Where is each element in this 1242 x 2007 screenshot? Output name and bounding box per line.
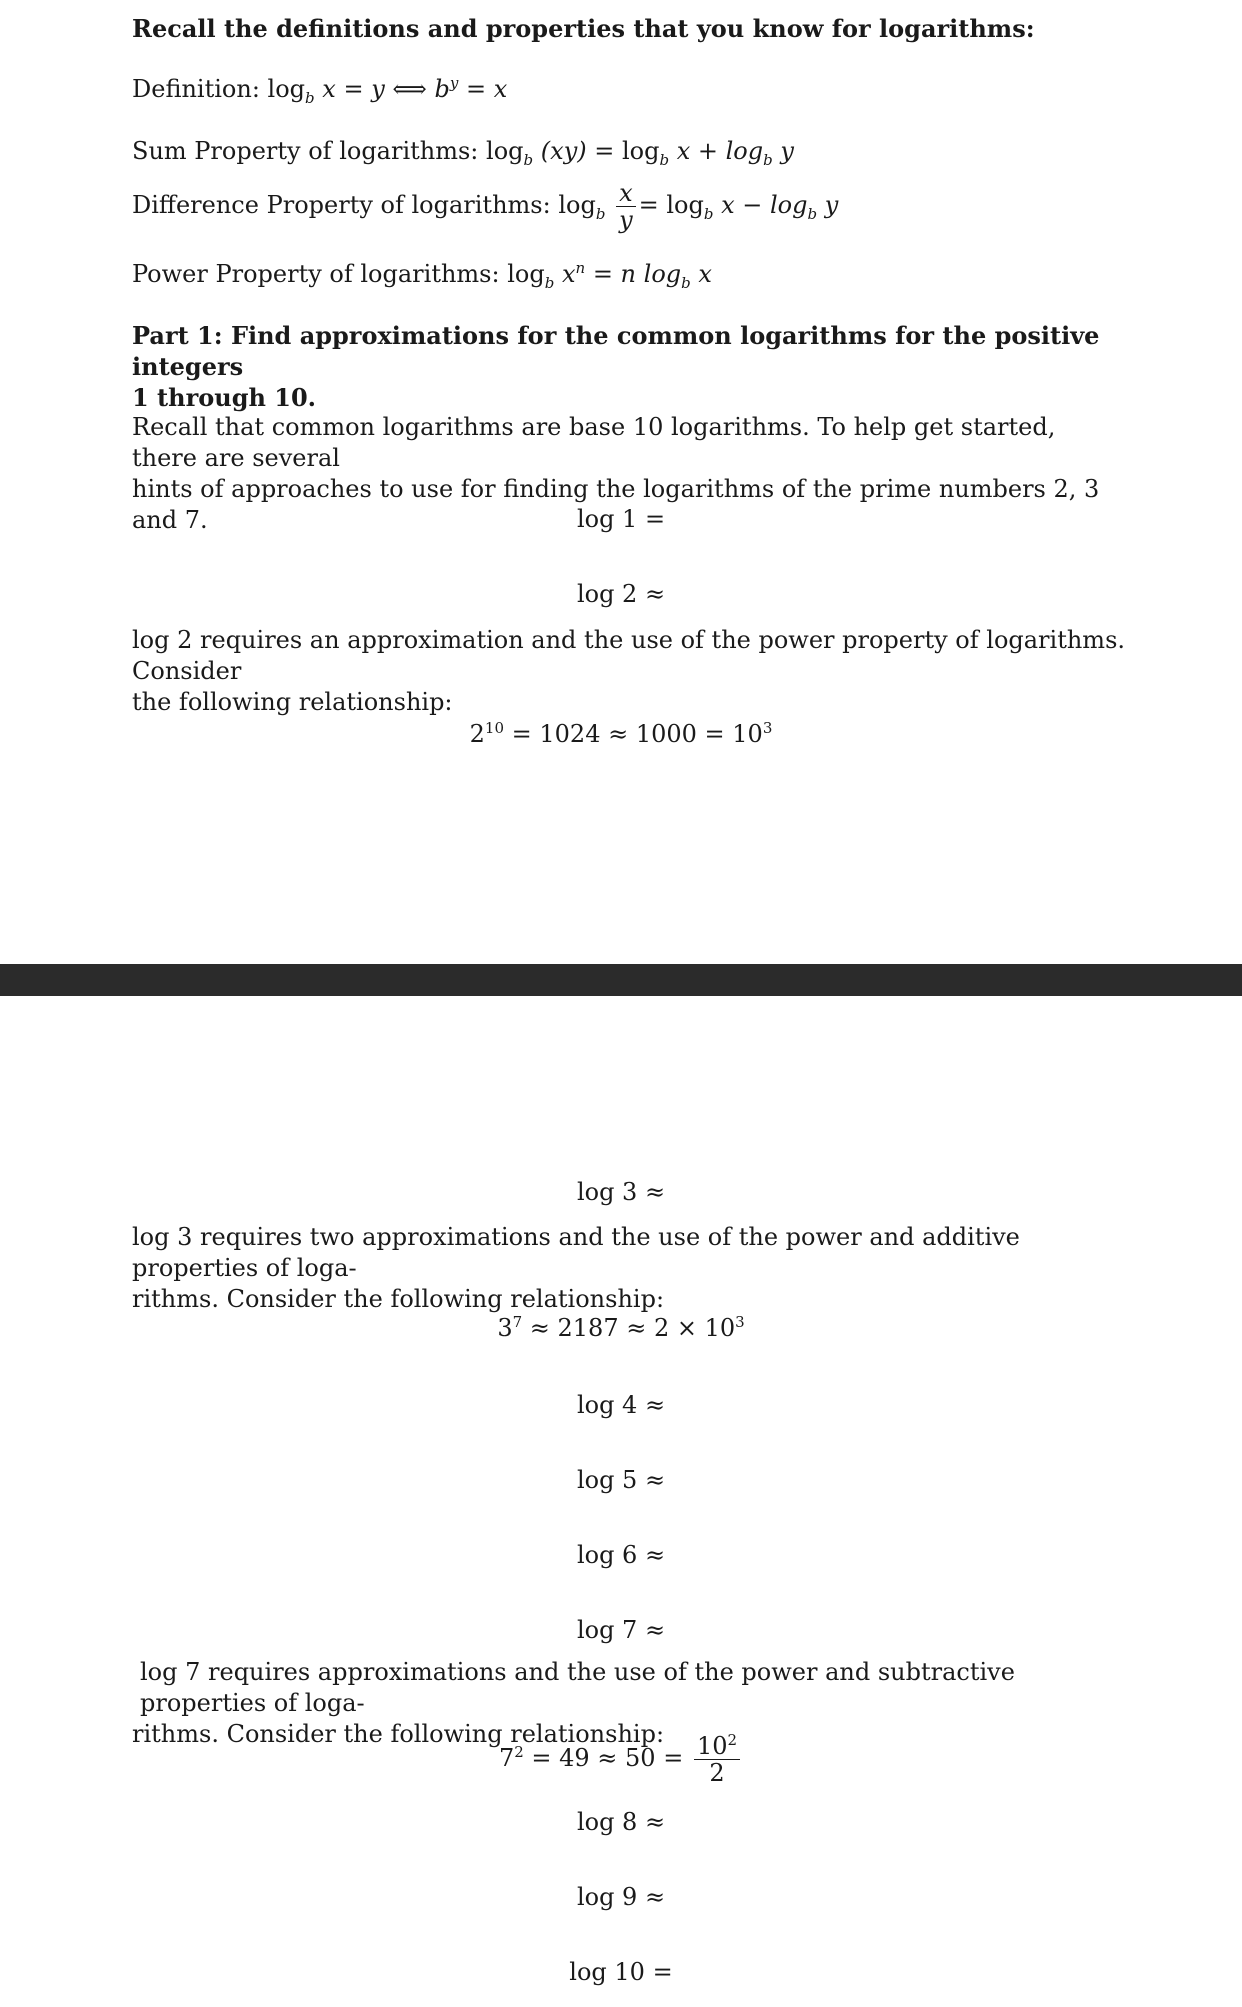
sum-property-formula: $\log_b (xy) = \log_b x + \log_b y$: [486, 137, 794, 169]
difference-fraction: $\frac{x}{y}$: [616, 180, 636, 233]
log2-line: log 2 ≈: [576, 580, 666, 608]
hint3-equation: $3^7 \approx 2187 \approx 2 \times 10^3$: [497, 1313, 745, 1342]
hint3-paragraph: log 3 requires two approximations and the use of the power and additive properties of loga- rithms. Consider the following relationship:: [132, 1223, 1020, 1313]
hint2-equation: $2^{10} = 1024 \approx 1000 = 10^3$: [469, 719, 773, 748]
log9-line: log 9 ≈: [576, 1883, 666, 1911]
difference-property-label: Difference Property of logarithms:: [132, 191, 551, 219]
log6-line: log 6 ≈: [576, 1541, 666, 1569]
power-property-formula: $\log_b x^n = n$ $\log_b x$: [507, 259, 712, 292]
sum-property-label: Sum Property of logarithms:: [132, 137, 479, 165]
log7-line: log 7 ≈: [576, 1616, 666, 1644]
log3-line: log 3 ≈: [576, 1178, 666, 1206]
part1-heading: Part 1: Find approximations for the common logarithms for the positive integers 1 through 10.: [132, 321, 1100, 412]
definition-line: [132, 74, 508, 107]
intro-paragraph: Recall that common logarithms are base 10 logarithms. To help get started, there are several hints of approaches to use for finding the logarithms of the prime numbers 2, 3 and 7.: [132, 413, 1100, 534]
hint2-paragraph: log 2 requires an approximation and the use of the power property of logarithms. Consider the following relationship:: [132, 626, 1126, 716]
log1-line: log 1 =: [576, 505, 666, 533]
section-heading: Recall the definitions and properties that you know for logarithms:: [132, 14, 1035, 43]
hint7-equation: $7^2 = 49 \approx 50$ = $\frac{10^2}{2}$: [0, 1733, 1242, 1786]
hint7-paragraph: log 7 requires approximations and the use of the power and subtractive properties of loga- rithms. Consider the following relationship:: [132, 1658, 1015, 1748]
log8-line: log 8 ≈: [576, 1808, 666, 1836]
log4-line: log 4 ≈: [576, 1391, 666, 1419]
log10-line: log 10 =: [569, 1958, 673, 1986]
log5-line: log 5 ≈: [576, 1466, 666, 1494]
difference-property-line: [132, 180, 838, 233]
definition-label: Definition:: [132, 75, 260, 103]
power-property-label: Power Property of logarithms:: [132, 260, 500, 288]
hint7-fraction: $\frac{10^2}{2}$: [694, 1733, 740, 1786]
power-property-line: [132, 259, 712, 292]
page-separator-band: [0, 964, 1242, 996]
sum-property-line: [132, 137, 794, 169]
difference-property-formula: $\log_b$ $\frac{x}{y}$ = $\log_b x - \log_b y$: [558, 179, 839, 234]
definition-formula: $\log_b x = y$ ⟺ $b^y = x$: [267, 74, 508, 107]
